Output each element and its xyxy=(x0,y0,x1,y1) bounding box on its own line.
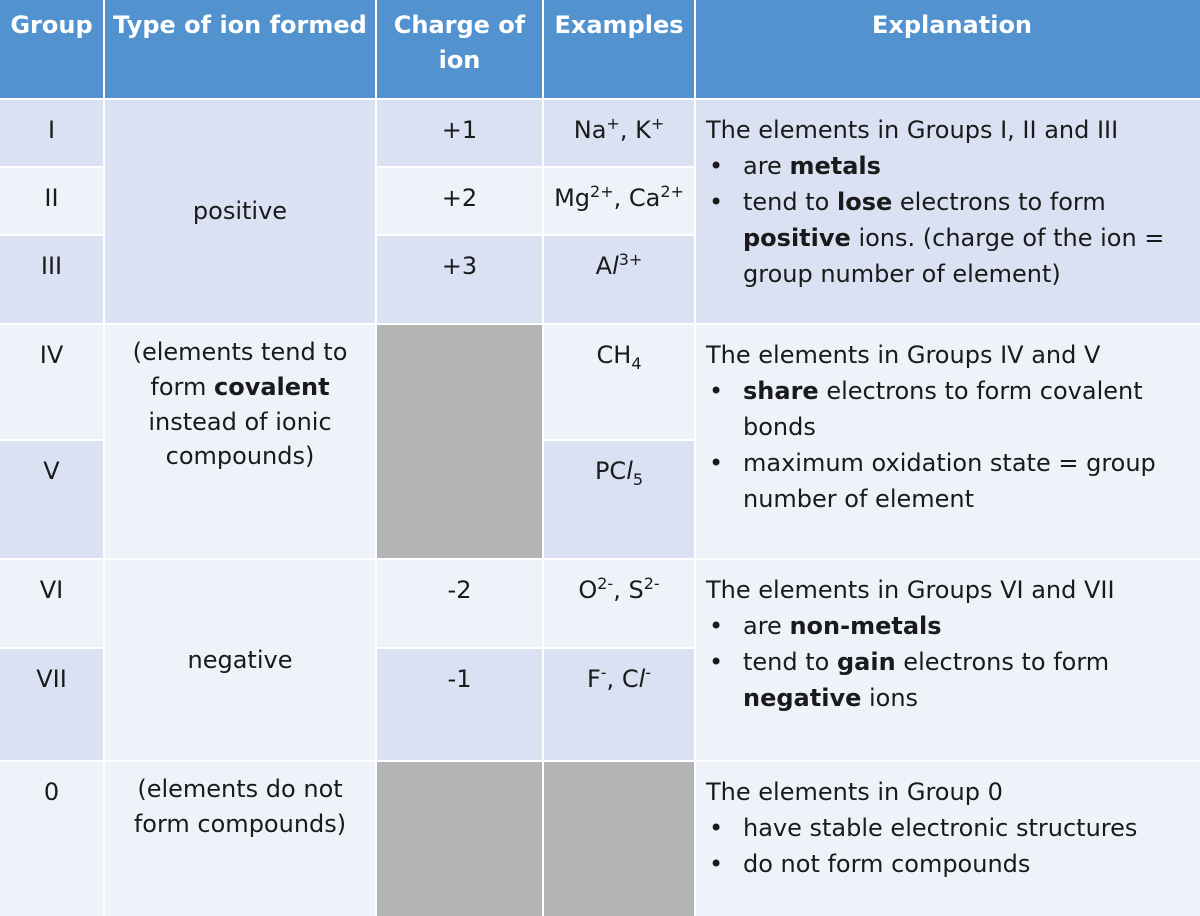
header-type: Type of ion formed xyxy=(105,0,375,98)
example-cell xyxy=(544,325,694,439)
explanation-bullet xyxy=(706,373,1198,445)
bullet-text-bold: metals xyxy=(789,152,881,180)
ion-separator: , xyxy=(613,184,629,212)
type-cell xyxy=(105,325,375,558)
header-examples: Examples xyxy=(544,0,694,98)
explanation-cell xyxy=(696,100,1200,323)
bullet-text: tend to xyxy=(743,648,837,676)
bullet-text-bold: negative xyxy=(743,684,862,712)
type-cell xyxy=(105,100,375,323)
explanation-intro: The elements in Group 0 xyxy=(706,778,1003,806)
explanation-bullet: • maximum oxidation state = group number of element xyxy=(706,445,1198,517)
explanation-bullet xyxy=(706,184,1198,292)
explanation-list xyxy=(706,608,1198,716)
type-text: (elements do not form compounds) xyxy=(133,775,347,838)
example-cell xyxy=(544,236,694,323)
ion-formula: O xyxy=(578,576,598,604)
header-group: Group xyxy=(0,0,103,98)
charge-cell: +1 xyxy=(377,100,542,166)
charge-cell: -1 xyxy=(377,649,542,760)
explanation-bullet xyxy=(706,644,1198,716)
ion-formula: F xyxy=(586,665,601,693)
example-cell xyxy=(544,100,694,166)
explanation-cell xyxy=(696,762,1200,916)
type-text: positive xyxy=(192,197,288,226)
ion-separator: , xyxy=(606,665,622,693)
type-cell xyxy=(105,762,375,916)
explanation-bullet xyxy=(706,148,1198,184)
bullet-text: electrons to form covalent bonds xyxy=(743,377,1143,441)
group-cell: IV xyxy=(0,325,103,439)
bullet-text-bold: non-metals xyxy=(789,612,942,640)
explanation-cell xyxy=(696,325,1200,558)
group-cell: 0 xyxy=(0,762,103,916)
explanation-bullet: • have stable electronic structures xyxy=(706,810,1198,846)
ion-charge: - xyxy=(600,663,607,682)
bullet-text: tend to xyxy=(743,188,837,216)
bullet-text: ions. (charge of the ion = group number of element) xyxy=(743,224,1165,288)
ion-formula: Mg xyxy=(554,184,591,212)
ion-formula: C xyxy=(621,665,639,693)
explanation-list xyxy=(706,148,1198,292)
ion-charge: + xyxy=(650,114,665,133)
ion-separator: , xyxy=(619,116,636,144)
group-cell: VII xyxy=(0,649,103,760)
bullet-text-bold: positive xyxy=(743,224,851,252)
header-explanation: Explanation xyxy=(696,0,1200,98)
molecule-subscript: 5 xyxy=(632,470,644,489)
bullet-text: electrons to form xyxy=(895,648,1110,676)
bullet-text: ions xyxy=(861,684,919,712)
ion-charge: 2- xyxy=(597,574,614,593)
explanation-list xyxy=(706,373,1198,517)
group-cell: V xyxy=(0,441,103,558)
type-text: (elements tend to form xyxy=(132,338,348,401)
explanation-list xyxy=(706,810,1198,882)
header-charge: Charge of ion xyxy=(377,0,542,98)
molecule-subscript: 4 xyxy=(631,354,642,373)
group-cell: VI xyxy=(0,560,103,647)
example-cell xyxy=(544,649,694,760)
molecule-formula-italic: l xyxy=(626,457,633,485)
ion-charge: 2+ xyxy=(660,182,684,201)
bullet-text: are xyxy=(743,152,790,180)
ion-charge: 2- xyxy=(643,574,660,593)
type-text-bold: covalent xyxy=(213,372,330,401)
ion-charge: 3+ xyxy=(618,250,643,269)
bullet-text: are xyxy=(743,612,790,640)
group-cell: III xyxy=(0,236,103,323)
bullet-text-bold: lose xyxy=(836,188,893,216)
explanation-intro: The elements in Groups VI and VII xyxy=(706,576,1115,604)
bullet-text-bold: share xyxy=(743,377,819,405)
molecule-formula: CH xyxy=(596,341,632,369)
explanation-bullet: • do not form compounds xyxy=(706,846,1198,882)
bullet-text: electrons to form xyxy=(892,188,1106,216)
type-text: negative xyxy=(187,645,293,674)
type-text: instead of ionic compounds) xyxy=(148,407,332,471)
example-cell xyxy=(544,441,694,558)
group-cell: I xyxy=(0,100,103,166)
ion-charge: 2+ xyxy=(590,182,614,201)
ion-charge: + xyxy=(606,114,620,133)
explanation-cell xyxy=(696,560,1200,760)
molecule-formula: PC xyxy=(594,457,627,485)
charge-cell: +3 xyxy=(377,236,542,323)
charge-cell-empty xyxy=(377,762,542,916)
group-cell: II xyxy=(0,168,103,234)
ion-formula-italic: l xyxy=(638,665,646,693)
explanation-bullet xyxy=(706,608,1198,644)
ion-formula-italic: l xyxy=(612,252,619,280)
ion-separator: , xyxy=(613,576,629,604)
charge-cell: +2 xyxy=(377,168,542,234)
ion-charge: - xyxy=(645,663,652,682)
type-cell xyxy=(105,560,375,760)
ion-formula: Ca xyxy=(628,184,661,212)
ion-formula: K xyxy=(635,116,651,144)
example-cell-empty xyxy=(544,762,694,916)
charge-cell: -2 xyxy=(377,560,542,647)
charge-cell-empty xyxy=(377,325,542,558)
explanation-intro: The elements in Groups I, II and III xyxy=(706,116,1119,144)
explanation-intro: The elements in Groups IV and V xyxy=(706,341,1101,369)
example-cell xyxy=(544,560,694,647)
ion-formula: A xyxy=(595,252,613,280)
example-cell xyxy=(544,168,694,234)
bullet-text-bold: gain xyxy=(836,648,896,676)
ion-formula: Na xyxy=(573,116,607,144)
ion-formula: S xyxy=(628,576,644,604)
